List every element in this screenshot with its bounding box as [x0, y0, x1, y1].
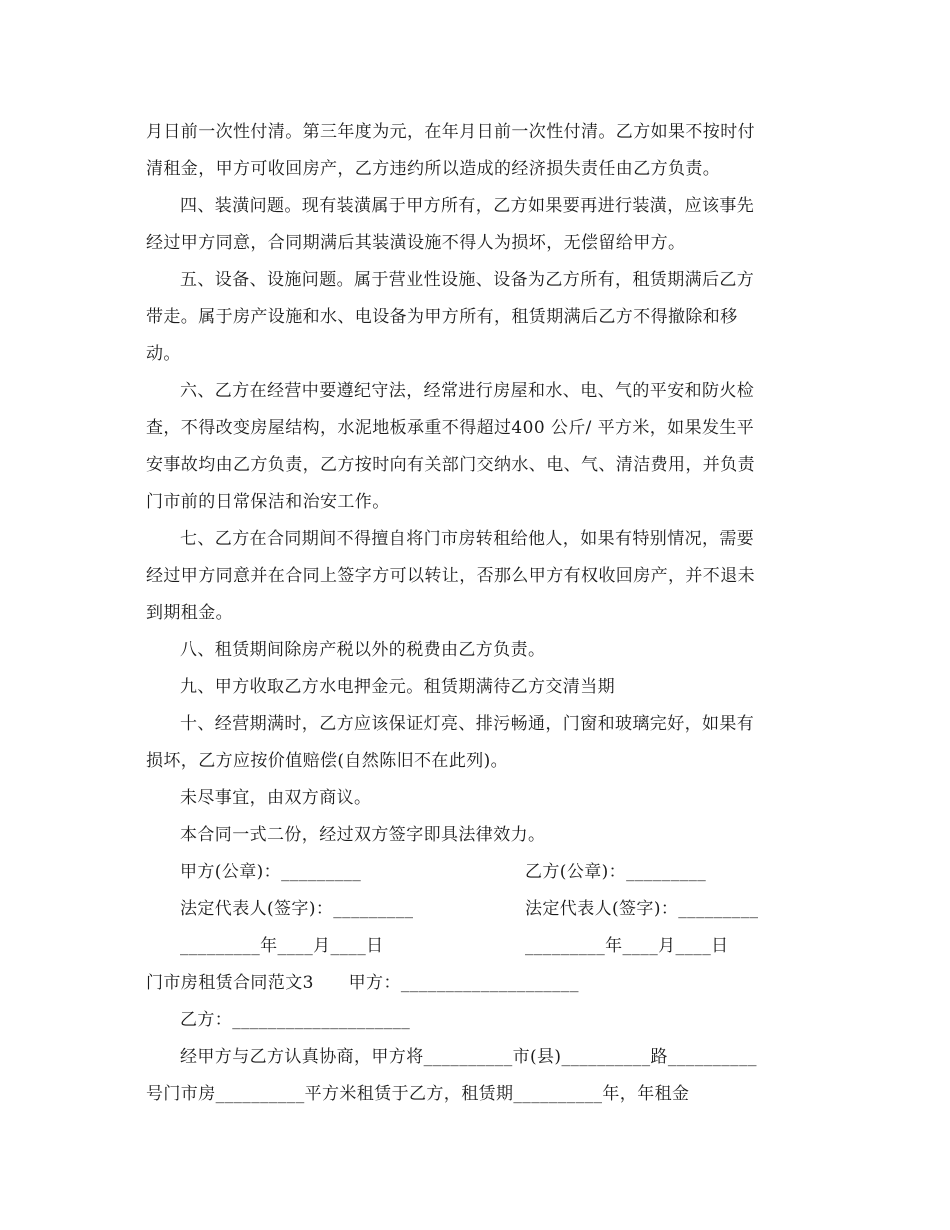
paragraph-line: 到期租金。 — [146, 603, 233, 623]
party-a-rep-field: 法定代表人(签字)：_________ — [180, 899, 414, 919]
party-b-seal-field: 乙方(公章)：_________ — [525, 862, 707, 882]
party-b-rep-field: 法定代表人(签字)：_________ — [525, 899, 759, 919]
paragraph-line: 动。 — [146, 344, 181, 364]
next-party-b-field: 乙方：____________________ — [180, 1010, 411, 1030]
paragraph-line: 清租金，甲方可收回房产，乙方违约所以造成的经济损失责任由乙方负责。 — [146, 159, 721, 179]
paragraph-line: 未尽事宜，由双方商议。 — [180, 788, 372, 808]
paragraph-line: 九、甲方收取乙方水电押金元。租赁期满待乙方交清当期 — [180, 677, 615, 697]
paragraph-line: 号门市房__________平方米租赁于乙方，租赁期__________年，年租金 — [146, 1084, 690, 1104]
paragraph-line: 五、设备、设施问题。属于营业性设施、设备为乙方所有，租赁期满后乙方 — [180, 270, 755, 290]
paragraph-line: 四、装潢问题。现有装潢属于甲方所有，乙方如果要再进行装潢，应该事先 — [180, 196, 755, 216]
paragraph-line: 七、乙方在合同期间不得擅自将门市房转租给他人，如果有特别情况，需要 — [180, 529, 755, 549]
paragraph-line: 八、租赁期间除房产税以外的税费由乙方负责。 — [180, 640, 546, 660]
paragraph-line: 经甲方与乙方认真协商，甲方将__________市(县)__________路__________ — [180, 1047, 757, 1067]
paragraph-line: 月日前一次性付清。第三年度为元，在年月日前一次性付清。乙方如果不按时付 — [146, 122, 755, 142]
paragraph-line: 带走。属于房产设施和水、电设备为甲方所有，租赁期满后乙方不得撤除和移 — [146, 307, 738, 327]
next-contract-title: 门市房租赁合同范文3 甲方：____________________ — [146, 973, 579, 993]
paragraph-line: 安事故均由乙方负责，乙方按时向有关部门交纳水、电、气、清洁费用，并负责 — [146, 455, 755, 475]
paragraph-line: 查，不得改变房屋结构，水泥地板承重不得超过400 公斤/ 平方米，如果发生平 — [146, 418, 755, 438]
paragraph-line: 经过甲方同意，合同期满后其装潢设施不得人为损坏，无偿留给甲方。 — [146, 233, 686, 253]
party-b-date-field: _________年____月____日 — [525, 936, 729, 956]
paragraph-line: 六、乙方在经营中要遵纪守法，经常进行房屋和水、电、气的平安和防火检 — [180, 381, 755, 401]
paragraph-line: 损坏，乙方应按价值赔偿(自然陈旧不在此列)。 — [146, 751, 509, 771]
party-a-seal-field: 甲方(公章)：_________ — [180, 862, 362, 882]
paragraph-line: 经过甲方同意并在合同上签字方可以转让，否那么甲方有权收回房产，并不退未 — [146, 566, 755, 586]
paragraph-line: 门市前的日常保洁和治安工作。 — [146, 492, 390, 512]
paragraph-line: 本合同一式二份，经过双方签字即具法律效力。 — [180, 825, 546, 845]
party-a-date-field: _________年____月____日 — [180, 936, 384, 956]
paragraph-line: 十、经营期满时，乙方应该保证灯亮、排污畅通，门窗和玻璃完好，如果有 — [180, 714, 755, 734]
